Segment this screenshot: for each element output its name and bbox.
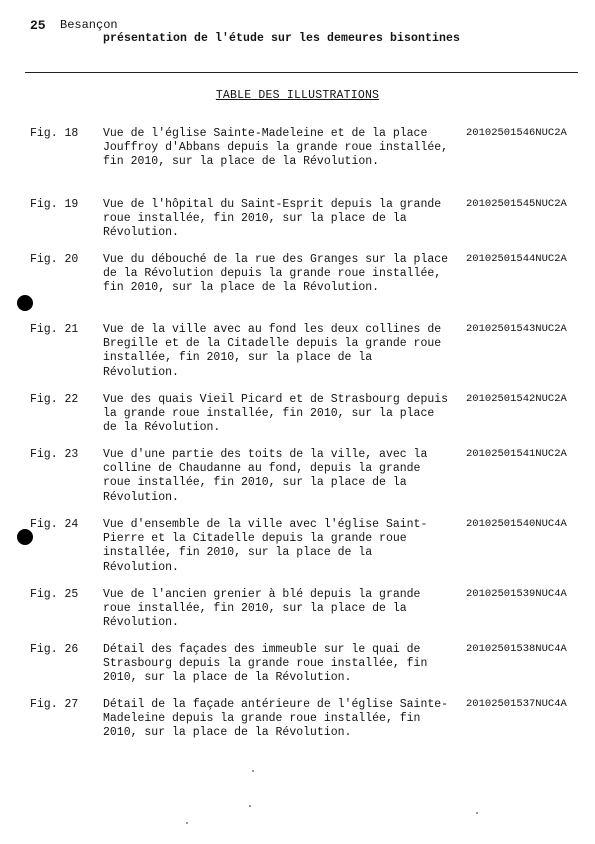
figure-description: Vue d'une partie des toits de la ville, avec la colline de Chaudanne au fond, depuis la grande roue installée, fin 2010, sur la place de la Révolution. bbox=[103, 448, 428, 504]
figure-label: Fig. 27 bbox=[30, 698, 79, 711]
scan-speck bbox=[476, 812, 478, 814]
figure-code: 20102501543NUC2A bbox=[466, 323, 567, 335]
header-city: Besançon bbox=[60, 18, 118, 32]
figure-description: Détail des façades des immeuble sur le quai de Strasbourg depuis la grande roue installée, fin 2010, sur la place de la Révolution. bbox=[103, 643, 428, 685]
figure-label: Fig. 25 bbox=[30, 588, 79, 601]
scan-speck bbox=[186, 822, 188, 824]
figure-description: Vue de la ville avec au fond les deux collines de Bregille et de la Citadelle depuis la grande roue installée, fin 2010, sur la place de la Révolution. bbox=[103, 323, 442, 379]
figure-description: Vue de l'ancien grenier à blé depuis la grande roue installée, fin 2010, sur la place de la Révolution. bbox=[103, 588, 421, 630]
scan-speck bbox=[252, 770, 254, 772]
figure-description: Vue du débouché de la rue des Granges sur la place de la Révolution depuis la grande roue installée, fin 2010, sur la place de la Révolution. bbox=[103, 253, 449, 295]
figure-label: Fig. 19 bbox=[30, 198, 79, 211]
punch-hole-icon bbox=[17, 529, 33, 545]
figure-label: Fig. 26 bbox=[30, 643, 79, 656]
figure-label: Fig. 21 bbox=[30, 323, 79, 336]
figure-code: 20102501541NUC2A bbox=[466, 448, 567, 460]
header-subtitle: présentation de l'étude sur les demeures bisontines bbox=[103, 32, 461, 45]
figure-label: Fig. 18 bbox=[30, 127, 79, 140]
scan-speck bbox=[249, 805, 251, 807]
figure-description: Vue des quais Vieil Picard et de Strasbourg depuis la grande roue installée, fin 2010, sur la place de la Révolution. bbox=[103, 393, 449, 435]
figure-code: 20102501539NUC4A bbox=[466, 588, 567, 600]
figure-description: Détail de la façade antérieure de l'église Sainte-Madeleine depuis la grande roue installée, fin 2010, sur la place de la Révolution. bbox=[103, 698, 449, 740]
figure-code: 20102501544NUC2A bbox=[466, 253, 567, 265]
page-number: 25 bbox=[30, 18, 46, 33]
figure-code: 20102501546NUC2A bbox=[466, 127, 567, 139]
figure-code: 20102501537NUC4A bbox=[466, 698, 567, 710]
toc-title: TABLE DES ILLUSTRATIONS bbox=[215, 89, 380, 102]
figure-code: 20102501542NUC2A bbox=[466, 393, 567, 405]
figure-code: 20102501545NUC2A bbox=[466, 198, 567, 210]
figure-label: Fig. 23 bbox=[30, 448, 79, 461]
figure-label: Fig. 20 bbox=[30, 253, 79, 266]
figure-label: Fig. 22 bbox=[30, 393, 79, 406]
figure-description: Vue de l'hôpital du Saint-Esprit depuis la grande roue installée, fin 2010, sur la place de la Révolution. bbox=[103, 198, 442, 240]
figure-code: 20102501538NUC4A bbox=[466, 643, 567, 655]
figure-description: Vue de l'église Sainte-Madeleine et de la place Jouffroy d'Abbans depuis la grande roue installée, fin 2010, sur la place de la Révolution. bbox=[103, 127, 449, 169]
figure-code: 20102501540NUC4A bbox=[466, 518, 567, 530]
punch-hole-icon bbox=[17, 295, 33, 311]
figure-label: Fig. 24 bbox=[30, 518, 79, 531]
figure-description: Vue d'ensemble de la ville avec l'église Saint-Pierre et la Citadelle depuis la grande roue installée, fin 2010, sur la place de la Révolution. bbox=[103, 518, 428, 574]
